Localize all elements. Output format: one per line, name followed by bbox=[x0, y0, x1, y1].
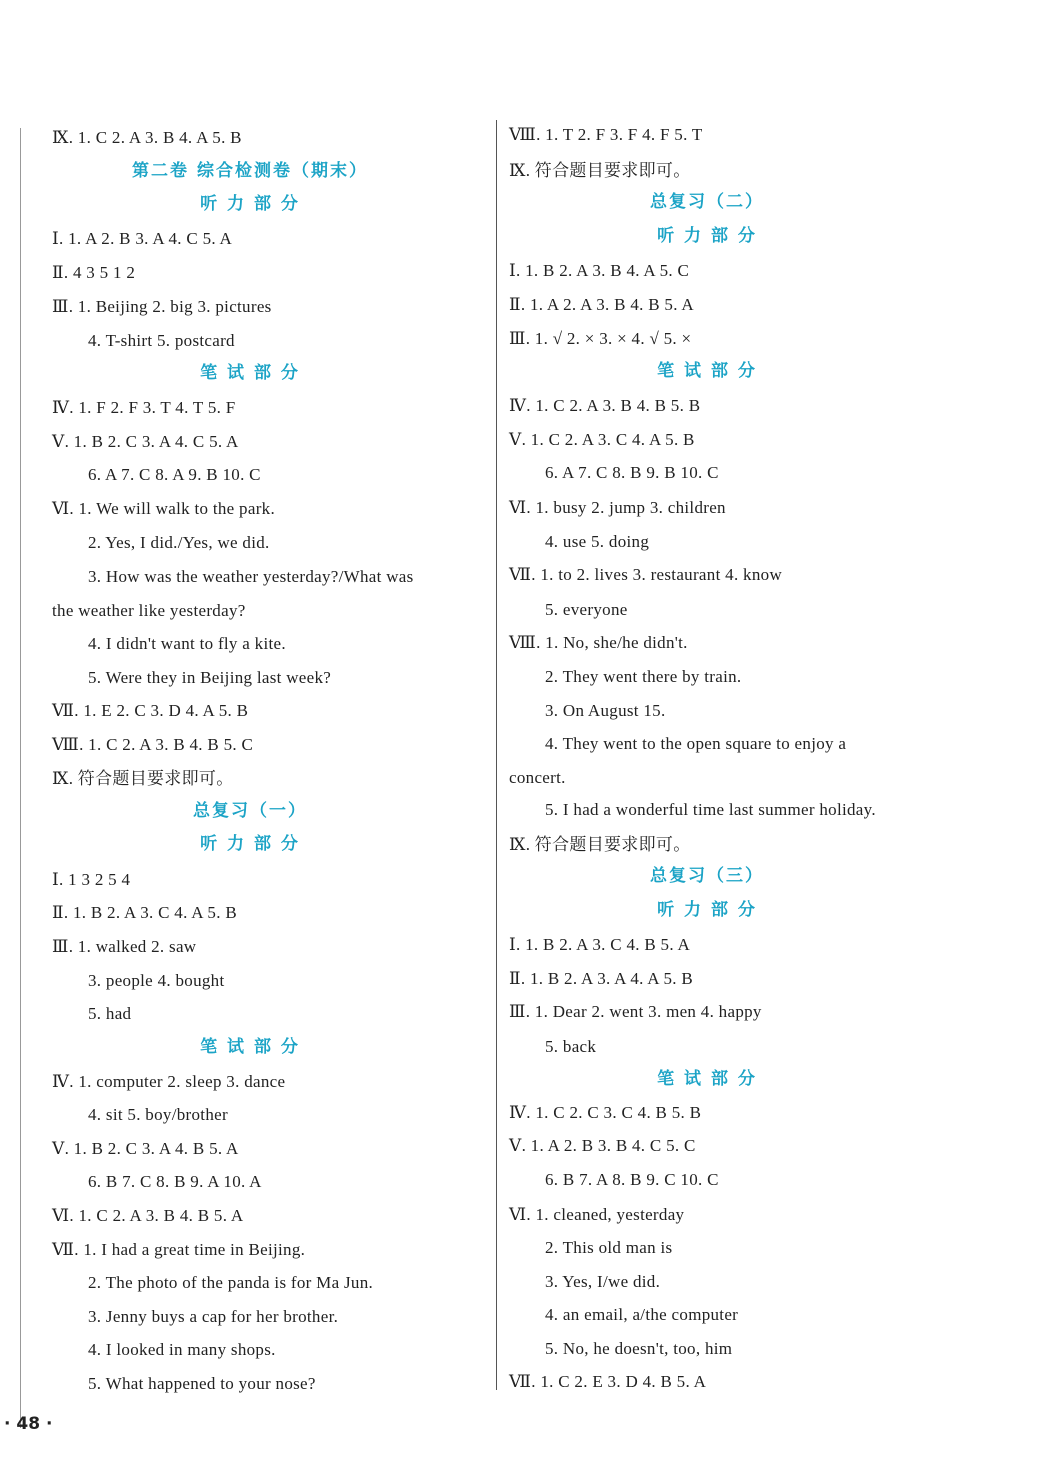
answer-line: Ⅰ. 1. A 2. B 3. A 4. C 5. A bbox=[52, 229, 233, 248]
answer-line: 6. A 7. C 8. A 9. B 10. C bbox=[88, 465, 261, 484]
answer-line: Ⅵ. 1. busy 2. jump 3. children bbox=[509, 498, 726, 517]
answer-line: 3. Yes, I/we did. bbox=[545, 1272, 661, 1291]
section-heading: 总复习（二） bbox=[650, 192, 764, 212]
answer-line: Ⅱ. 1. A 2. A 3. B 4. B 5. A bbox=[509, 295, 694, 314]
answer-line: 4. use 5. doing bbox=[545, 532, 650, 551]
answer-line: Ⅳ. 1. F 2. F 3. T 4. T 5. F bbox=[52, 398, 236, 417]
subsection-heading: 笔 试 部 分 bbox=[657, 361, 757, 381]
answer-line: Ⅰ. 1 3 2 5 4 bbox=[52, 870, 131, 889]
answer-line: Ⅱ. 1. B 2. A 3. C 4. A 5. B bbox=[52, 903, 237, 922]
answer-line: 4. They went to the open square to enjoy a bbox=[545, 734, 847, 753]
answer-line: Ⅱ. 1. B 2. A 3. A 4. A 5. B bbox=[509, 969, 694, 988]
answer-line: 3. On August 15. bbox=[545, 701, 666, 720]
answer-line: Ⅴ. 1. B 2. C 3. A 4. B 5. A bbox=[52, 1139, 239, 1158]
answer-line: Ⅷ. 1. T 2. F 3. F 4. F 5. T bbox=[509, 125, 703, 144]
page-number: · 48 · bbox=[4, 1414, 53, 1434]
answer-line: Ⅲ. 1. Dear 2. went 3. men 4. happy bbox=[509, 1002, 762, 1021]
page-left-edge-line bbox=[20, 128, 21, 1428]
answer-line: 6. B 7. A 8. B 9. C 10. C bbox=[545, 1170, 719, 1189]
answer-line: Ⅰ. 1. B 2. A 3. B 4. A 5. C bbox=[509, 261, 690, 280]
answer-line: Ⅱ. 4 3 5 1 2 bbox=[52, 263, 136, 282]
answer-line: Ⅶ. 1. I had a great time in Beijing. bbox=[52, 1240, 306, 1259]
section-heading: 总复习（一） bbox=[193, 801, 307, 821]
answer-line: Ⅳ. 1. C 2. C 3. C 4. B 5. B bbox=[509, 1103, 702, 1122]
answer-line: 3. Jenny buys a cap for her brother. bbox=[88, 1307, 339, 1326]
answer-line: Ⅳ. 1. computer 2. sleep 3. dance bbox=[52, 1072, 286, 1091]
answer-line: 5. I had a wonderful time last summer holiday. bbox=[545, 800, 876, 819]
subsection-heading: 笔 试 部 分 bbox=[200, 363, 300, 383]
right-column bbox=[509, 0, 949, 1476]
answer-line: 4. sit 5. boy/brother bbox=[88, 1105, 228, 1124]
subsection-heading: 笔 试 部 分 bbox=[657, 1069, 757, 1089]
answer-line: Ⅲ. 1. Beijing 2. big 3. pictures bbox=[52, 297, 272, 316]
answer-line: Ⅶ. 1. E 2. C 3. D 4. A 5. B bbox=[52, 701, 249, 720]
answer-line: Ⅲ. 1. walked 2. saw bbox=[52, 937, 197, 956]
answer-line: Ⅴ. 1. A 2. B 3. B 4. C 5. C bbox=[509, 1136, 696, 1155]
answer-line: concert. bbox=[509, 768, 566, 787]
answer-line: 3. people 4. bought bbox=[88, 971, 225, 990]
answer-line: Ⅵ. 1. We will walk to the park. bbox=[52, 499, 276, 518]
answer-line: Ⅴ. 1. B 2. C 3. A 4. C 5. A bbox=[52, 432, 239, 451]
answer-line: Ⅸ. 符合题目要求即可。 bbox=[509, 161, 691, 180]
answer-line: Ⅵ. 1. cleaned, yesterday bbox=[509, 1205, 685, 1224]
answer-line: 5. everyone bbox=[545, 600, 628, 619]
answer-line: 4. T-shirt 5. postcard bbox=[88, 331, 235, 350]
answer-line: 5. had bbox=[88, 1004, 132, 1023]
answer-line: Ⅴ. 1. C 2. A 3. C 4. A 5. B bbox=[509, 430, 695, 449]
answer-line: Ⅸ. 符合题目要求即可。 bbox=[52, 769, 234, 788]
section-heading: 总复习（三） bbox=[650, 866, 764, 886]
answer-line: Ⅵ. 1. C 2. A 3. B 4. B 5. A bbox=[52, 1206, 244, 1225]
subsection-heading: 听 力 部 分 bbox=[200, 194, 300, 214]
subsection-heading: 笔 试 部 分 bbox=[200, 1037, 300, 1057]
answer-line: Ⅷ. 1. C 2. A 3. B 4. B 5. C bbox=[52, 735, 254, 754]
answer-line: 4. I looked in many shops. bbox=[88, 1340, 276, 1359]
answer-line: 6. A 7. C 8. B 9. B 10. C bbox=[545, 463, 719, 482]
answer-line: Ⅰ. 1. B 2. A 3. C 4. B 5. A bbox=[509, 935, 691, 954]
answer-line: 4. I didn't want to fly a kite. bbox=[88, 634, 286, 653]
answer-line: 5. back bbox=[545, 1037, 597, 1056]
answer-line: Ⅲ. 1. √ 2. × 3. × 4. √ 5. × bbox=[509, 329, 692, 348]
subsection-heading: 听 力 部 分 bbox=[657, 226, 757, 246]
answer-line: Ⅸ. 符合题目要求即可。 bbox=[509, 835, 691, 854]
answer-line: Ⅸ. 1. C 2. A 3. B 4. A 5. B bbox=[52, 128, 242, 147]
subsection-heading: 听 力 部 分 bbox=[657, 900, 757, 920]
left-column bbox=[52, 0, 492, 1476]
answer-line: 5. No, he doesn't, too, him bbox=[545, 1339, 733, 1358]
subsection-heading: 听 力 部 分 bbox=[200, 834, 300, 854]
answer-line: 6. B 7. C 8. B 9. A 10. A bbox=[88, 1172, 262, 1191]
answer-line: 5. What happened to your nose? bbox=[88, 1374, 316, 1393]
answer-line: Ⅳ. 1. C 2. A 3. B 4. B 5. B bbox=[509, 396, 701, 415]
answer-line: 3. How was the weather yesterday?/What was bbox=[88, 567, 414, 586]
answer-line: 2. Yes, I did./Yes, we did. bbox=[88, 533, 270, 552]
answer-line: 2. This old man is bbox=[545, 1238, 673, 1257]
section-heading: 第二卷 综合检测卷（期末） bbox=[132, 161, 368, 181]
answer-line: 4. an email, a/the computer bbox=[545, 1305, 739, 1324]
answer-line: Ⅶ. 1. to 2. lives 3. restaurant 4. know bbox=[509, 565, 783, 584]
answer-line: the weather like yesterday? bbox=[52, 601, 246, 620]
column-divider bbox=[496, 120, 497, 1390]
answer-line: Ⅶ. 1. C 2. E 3. D 4. B 5. A bbox=[509, 1372, 707, 1391]
answer-line: 2. The photo of the panda is for Ma Jun. bbox=[88, 1273, 374, 1292]
answer-line: 2. They went there by train. bbox=[545, 667, 742, 686]
answer-line: Ⅷ. 1. No, she/he didn't. bbox=[509, 633, 688, 652]
answer-line: 5. Were they in Beijing last week? bbox=[88, 668, 332, 687]
